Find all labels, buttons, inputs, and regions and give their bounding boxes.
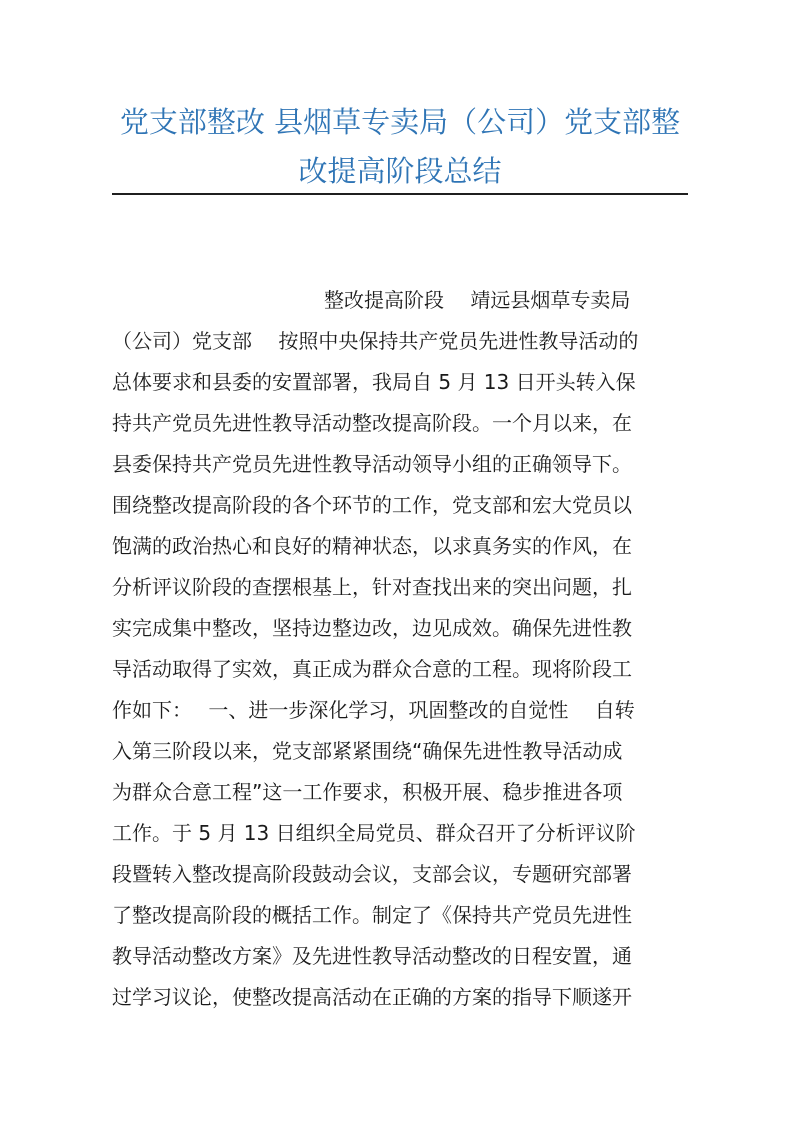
body-line-17: 教导活动整改方案》及先进性教导活动整改的日程安置，通 [112,944,632,968]
body-line-14: 工作。于 5 月 13 日组织全局党员、群众召开了分析评议阶 [112,821,636,845]
body-line-11: 作如下： 一、进一步深化学习，巩固整改的自觉性 自转 [112,698,635,722]
document-title [100,98,700,196]
body-line-15: 段暨转入整改提高阶段鼓动会议，支部会议，专题研究部署 [112,862,632,886]
document-body [112,280,692,1018]
body-line-13: 为群众合意工程”这一工作要求，积极开展、稳步推进各项 [112,780,623,804]
body-line-4: 持共产党员先进性教导活动整改提高阶段。一个月以来，在 [112,411,632,435]
body-line-2: （公司）党支部 按照中央保持共产党员先进性教导活动的 [112,329,639,353]
body-line-1: 整改提高阶段 靖远县烟草专卖局 [324,288,631,312]
body-line-18: 过学习议论，使整改提高活动在正确的方案的指导下顺遂开 [112,985,632,1009]
body-line-5: 县委保持共产党员先进性教导活动领导小组的正确领导下。 [112,452,632,476]
body-line-6: 围绕整改提高阶段的各个环节的工作，党支部和宏大党员以 [112,493,632,517]
title-divider [112,193,688,195]
title-line-2: 改提高阶段总结 [298,154,502,188]
body-line-12: 入第三阶段以来，党支部紧紧围绕“确保先进性教导活动成 [112,739,623,763]
body-line-10: 导活动取得了实效，真正成为群众合意的工程。现将阶段工 [112,657,632,681]
body-line-8: 分析评议阶段的查摆根基上，针对查找出来的突出问题，扎 [112,575,632,599]
body-line-3: 总体要求和县委的安置部署，我局自 5 月 13 日开头转入保 [112,370,636,394]
title-line-1: 党支部整改 县烟草专卖局（公司）党支部整 [119,105,681,139]
body-line-7: 饱满的政治热心和良好的精神状态，以求真务实的作风，在 [112,534,632,558]
body-line-9: 实完成集中整改，坚持边整边改，边见成效。确保先进性教 [112,616,632,640]
body-line-16: 了整改提高阶段的概括工作。制定了《保持共产党员先进性 [112,903,632,927]
